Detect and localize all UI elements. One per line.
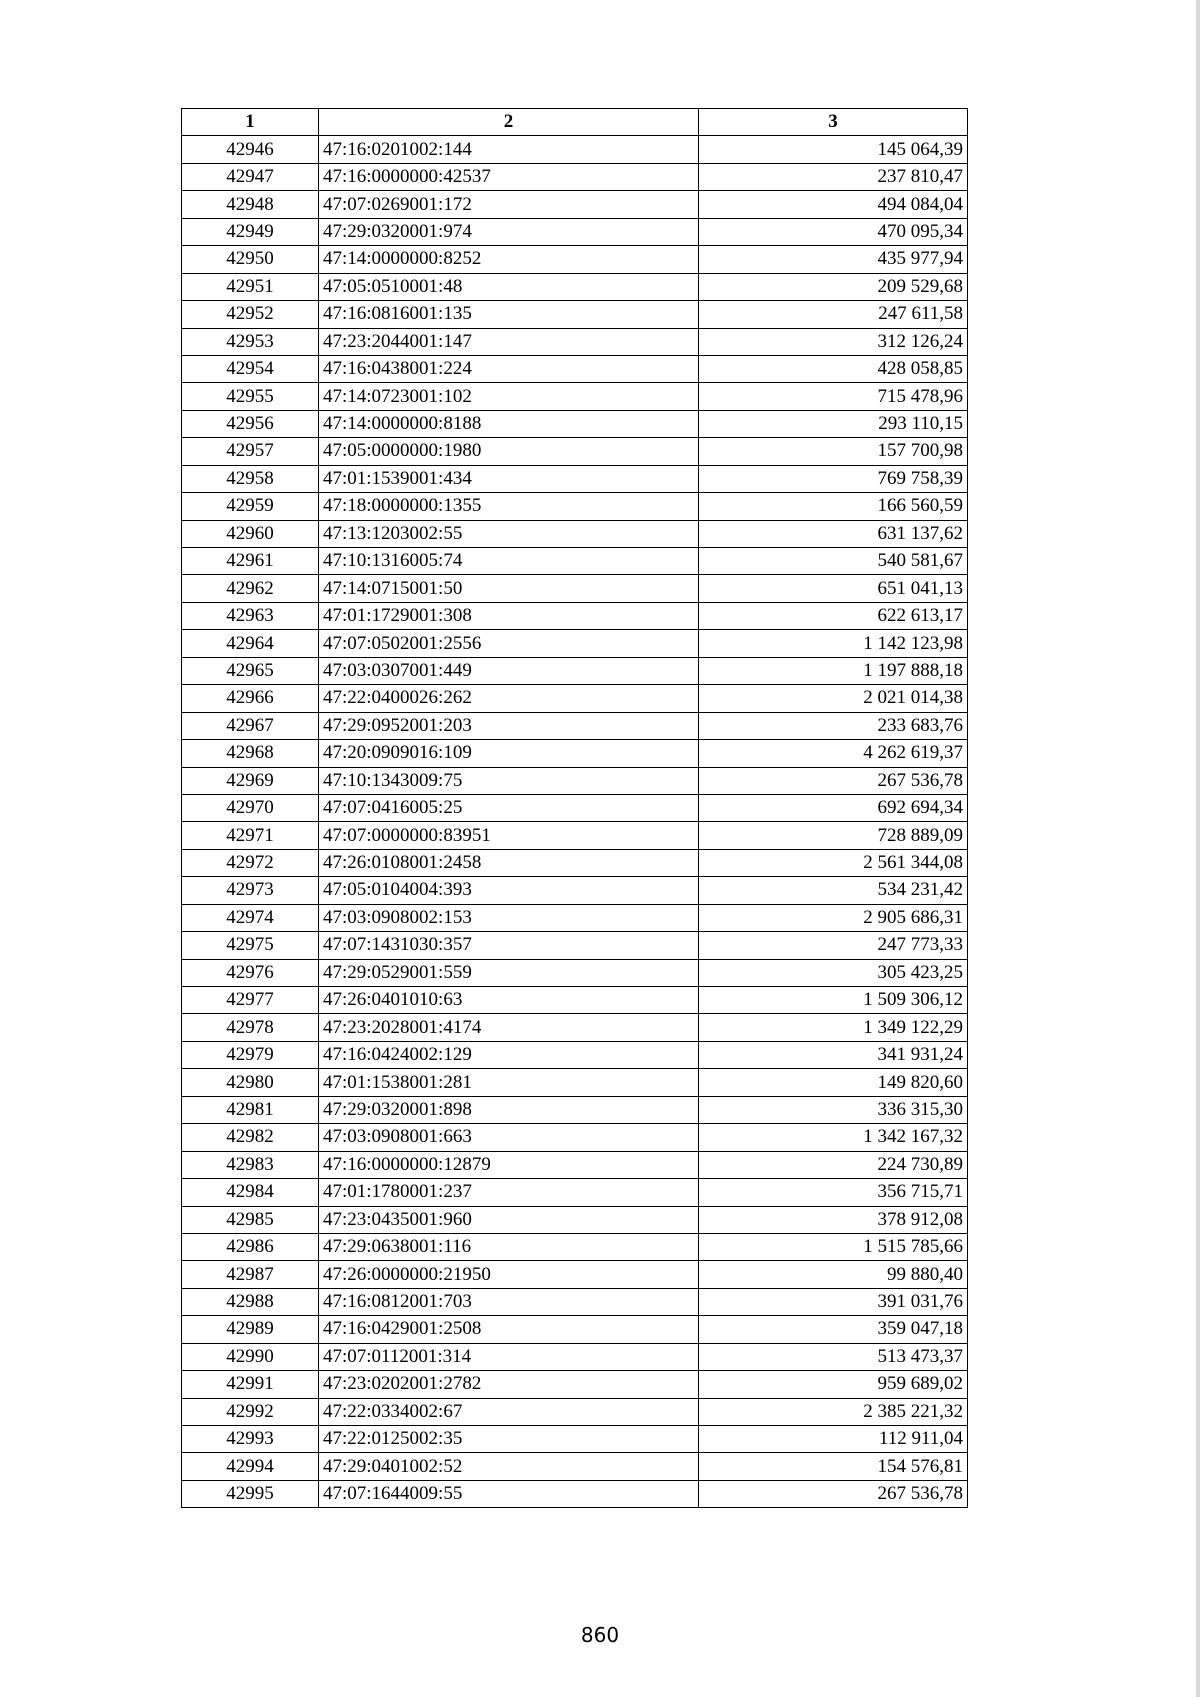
table-row (182, 465, 968, 492)
row-number-cell: 42963 (182, 602, 319, 629)
cadastral-number-cell: 47:07:1644009:55 (319, 1480, 699, 1507)
cadastral-number-cell: 47:23:0202001:2782 (319, 1371, 699, 1398)
row-number-cell: 42983 (182, 1151, 319, 1178)
value-cell: 356 715,71 (699, 1179, 968, 1206)
cadastral-number-cell: 47:03:0307001:449 (319, 657, 699, 684)
row-number-cell: 42992 (182, 1398, 319, 1425)
column-header-2: 2 (319, 109, 699, 136)
cadastral-number-cell: 47:29:0529001:559 (319, 959, 699, 986)
table-row (182, 1316, 968, 1343)
value-cell: 435 977,94 (699, 246, 968, 273)
table-row (182, 191, 968, 218)
row-number-cell: 42959 (182, 493, 319, 520)
cadastral-number-cell: 47:01:1538001:281 (319, 1069, 699, 1096)
row-number-cell: 42952 (182, 301, 319, 328)
cadastral-value-table (181, 108, 968, 1508)
table-row (182, 520, 968, 547)
cadastral-number-cell: 47:01:1539001:434 (319, 465, 699, 492)
table-row (182, 1371, 968, 1398)
row-number-cell: 42954 (182, 355, 319, 382)
cadastral-number-cell: 47:01:1780001:237 (319, 1179, 699, 1206)
table-row (182, 1096, 968, 1123)
cadastral-number-cell: 47:14:0000000:8188 (319, 410, 699, 437)
value-cell: 1 515 785,66 (699, 1233, 968, 1260)
table-row (182, 630, 968, 657)
table-row (182, 548, 968, 575)
table-row (182, 163, 968, 190)
value-cell: 1 142 123,98 (699, 630, 968, 657)
value-cell: 2 021 014,38 (699, 685, 968, 712)
table-row (182, 1426, 968, 1453)
row-number-cell: 42973 (182, 877, 319, 904)
value-cell: 728 889,09 (699, 822, 968, 849)
table-body (182, 136, 968, 1508)
value-cell: 534 231,42 (699, 877, 968, 904)
value-cell: 494 084,04 (699, 191, 968, 218)
row-number-cell: 42984 (182, 1179, 319, 1206)
cadastral-number-cell: 47:18:0000000:1355 (319, 493, 699, 520)
cadastral-number-cell: 47:10:1316005:74 (319, 548, 699, 575)
cadastral-number-cell: 47:05:0000000:1980 (319, 438, 699, 465)
value-cell: 4 262 619,37 (699, 740, 968, 767)
table-row (182, 301, 968, 328)
table-row (182, 1206, 968, 1233)
row-number-cell: 42988 (182, 1288, 319, 1315)
row-number-cell: 42981 (182, 1096, 319, 1123)
value-cell: 692 694,34 (699, 794, 968, 821)
cadastral-number-cell: 47:26:0000000:21950 (319, 1261, 699, 1288)
value-cell: 154 576,81 (699, 1453, 968, 1480)
cadastral-number-cell: 47:07:0000000:83951 (319, 822, 699, 849)
value-cell: 336 315,30 (699, 1096, 968, 1123)
cadastral-number-cell: 47:22:0400026:262 (319, 685, 699, 712)
row-number-cell: 42951 (182, 273, 319, 300)
cadastral-number-cell: 47:20:0909016:109 (319, 740, 699, 767)
table-row (182, 218, 968, 245)
row-number-cell: 42990 (182, 1343, 319, 1370)
value-cell: 112 911,04 (699, 1426, 968, 1453)
table-row (182, 767, 968, 794)
cadastral-number-cell: 47:07:0502001:2556 (319, 630, 699, 657)
table-row (182, 932, 968, 959)
row-number-cell: 42960 (182, 520, 319, 547)
value-cell: 715 478,96 (699, 383, 968, 410)
row-number-cell: 42956 (182, 410, 319, 437)
row-number-cell: 42970 (182, 794, 319, 821)
value-cell: 359 047,18 (699, 1316, 968, 1343)
value-cell: 1 342 167,32 (699, 1124, 968, 1151)
table-row (182, 1288, 968, 1315)
value-cell: 513 473,37 (699, 1343, 968, 1370)
row-number-cell: 42976 (182, 959, 319, 986)
cadastral-number-cell: 47:07:0112001:314 (319, 1343, 699, 1370)
table-row (182, 904, 968, 931)
row-number-cell: 42966 (182, 685, 319, 712)
row-number-cell: 42980 (182, 1069, 319, 1096)
value-cell: 247 773,33 (699, 932, 968, 959)
table-row (182, 1041, 968, 1068)
table-row (182, 712, 968, 739)
cadastral-number-cell: 47:26:0108001:2458 (319, 849, 699, 876)
value-cell: 391 031,76 (699, 1288, 968, 1315)
value-cell: 293 110,15 (699, 410, 968, 437)
cadastral-number-cell: 47:16:0812001:703 (319, 1288, 699, 1315)
row-number-cell: 42995 (182, 1480, 319, 1507)
table-row (182, 685, 968, 712)
row-number-cell: 42946 (182, 136, 319, 163)
table-row (182, 822, 968, 849)
value-cell: 341 931,24 (699, 1041, 968, 1068)
value-cell: 2 561 344,08 (699, 849, 968, 876)
table-row (182, 1151, 968, 1178)
value-cell: 305 423,25 (699, 959, 968, 986)
column-header-1: 1 (182, 109, 319, 136)
value-cell: 149 820,60 (699, 1069, 968, 1096)
table-row (182, 273, 968, 300)
value-cell: 237 810,47 (699, 163, 968, 190)
row-number-cell: 42985 (182, 1206, 319, 1233)
cadastral-number-cell: 47:16:0000000:12879 (319, 1151, 699, 1178)
table-row (182, 1014, 968, 1041)
value-cell: 1 349 122,29 (699, 1014, 968, 1041)
cadastral-number-cell: 47:26:0401010:63 (319, 987, 699, 1014)
row-number-cell: 42969 (182, 767, 319, 794)
table-row (182, 1124, 968, 1151)
cadastral-number-cell: 47:23:0435001:960 (319, 1206, 699, 1233)
table-row (182, 1233, 968, 1260)
table-row (182, 1069, 968, 1096)
table-row (182, 1261, 968, 1288)
value-cell: 166 560,59 (699, 493, 968, 520)
cadastral-number-cell: 47:10:1343009:75 (319, 767, 699, 794)
cadastral-number-cell: 47:07:0416005:25 (319, 794, 699, 821)
cadastral-number-cell: 47:14:0723001:102 (319, 383, 699, 410)
row-number-cell: 42947 (182, 163, 319, 190)
row-number-cell: 42991 (182, 1371, 319, 1398)
cadastral-number-cell: 47:03:0908001:663 (319, 1124, 699, 1151)
value-cell: 267 536,78 (699, 1480, 968, 1507)
cadastral-number-cell: 47:01:1729001:308 (319, 602, 699, 629)
table-row (182, 410, 968, 437)
row-number-cell: 42950 (182, 246, 319, 273)
table-row (182, 575, 968, 602)
value-cell: 233 683,76 (699, 712, 968, 739)
row-number-cell: 42982 (182, 1124, 319, 1151)
row-number-cell: 42989 (182, 1316, 319, 1343)
cadastral-number-cell: 47:14:0000000:8252 (319, 246, 699, 273)
row-number-cell: 42972 (182, 849, 319, 876)
value-cell: 631 137,62 (699, 520, 968, 547)
cadastral-number-cell: 47:07:0269001:172 (319, 191, 699, 218)
table-row (182, 877, 968, 904)
cadastral-number-cell: 47:29:0401002:52 (319, 1453, 699, 1480)
cadastral-number-cell: 47:29:0320001:898 (319, 1096, 699, 1123)
cadastral-number-cell: 47:16:0438001:224 (319, 355, 699, 382)
value-cell: 145 064,39 (699, 136, 968, 163)
table-row (182, 740, 968, 767)
value-cell: 99 880,40 (699, 1261, 968, 1288)
cadastral-number-cell: 47:23:2028001:4174 (319, 1014, 699, 1041)
row-number-cell: 42962 (182, 575, 319, 602)
row-number-cell: 42971 (182, 822, 319, 849)
cadastral-number-cell: 47:29:0320001:974 (319, 218, 699, 245)
table-row (182, 657, 968, 684)
column-header-3: 3 (699, 109, 968, 136)
cadastral-number-cell: 47:14:0715001:50 (319, 575, 699, 602)
row-number-cell: 42968 (182, 740, 319, 767)
cadastral-number-cell: 47:22:0125002:35 (319, 1426, 699, 1453)
table-row (182, 1453, 968, 1480)
cadastral-number-cell: 47:07:1431030:357 (319, 932, 699, 959)
value-cell: 209 529,68 (699, 273, 968, 300)
cadastral-number-cell: 47:29:0638001:116 (319, 1233, 699, 1260)
cadastral-number-cell: 47:16:0424002:129 (319, 1041, 699, 1068)
table-row (182, 1343, 968, 1370)
value-cell: 651 041,13 (699, 575, 968, 602)
value-cell: 2 905 686,31 (699, 904, 968, 931)
value-cell: 1 509 306,12 (699, 987, 968, 1014)
value-cell: 959 689,02 (699, 1371, 968, 1398)
row-number-cell: 42955 (182, 383, 319, 410)
table-row (182, 493, 968, 520)
table-row (182, 355, 968, 382)
row-number-cell: 42993 (182, 1426, 319, 1453)
row-number-cell: 42977 (182, 987, 319, 1014)
row-number-cell: 42986 (182, 1233, 319, 1260)
value-cell: 470 095,34 (699, 218, 968, 245)
value-cell: 2 385 221,32 (699, 1398, 968, 1425)
value-cell: 378 912,08 (699, 1206, 968, 1233)
row-number-cell: 42958 (182, 465, 319, 492)
row-number-cell: 42987 (182, 1261, 319, 1288)
cadastral-number-cell: 47:16:0000000:42537 (319, 163, 699, 190)
cadastral-number-cell: 47:23:2044001:147 (319, 328, 699, 355)
cadastral-number-cell: 47:16:0201002:144 (319, 136, 699, 163)
table-row (182, 136, 968, 163)
table-row (182, 849, 968, 876)
cadastral-number-cell: 47:05:0510001:48 (319, 273, 699, 300)
value-cell: 540 581,67 (699, 548, 968, 575)
table-row (182, 1179, 968, 1206)
row-number-cell: 42953 (182, 328, 319, 355)
row-number-cell: 42961 (182, 548, 319, 575)
cadastral-number-cell: 47:22:0334002:67 (319, 1398, 699, 1425)
value-cell: 622 613,17 (699, 602, 968, 629)
row-number-cell: 42994 (182, 1453, 319, 1480)
cadastral-number-cell: 47:03:0908002:153 (319, 904, 699, 931)
cadastral-number-cell: 47:16:0429001:2508 (319, 1316, 699, 1343)
row-number-cell: 42978 (182, 1014, 319, 1041)
row-number-cell: 42957 (182, 438, 319, 465)
cadastral-number-cell: 47:29:0952001:203 (319, 712, 699, 739)
table-row (182, 987, 968, 1014)
row-number-cell: 42965 (182, 657, 319, 684)
table-header-row (182, 109, 968, 136)
value-cell: 312 126,24 (699, 328, 968, 355)
table-row (182, 959, 968, 986)
table-row (182, 328, 968, 355)
table-row (182, 246, 968, 273)
cadastral-number-cell: 47:16:0816001:135 (319, 301, 699, 328)
row-number-cell: 42975 (182, 932, 319, 959)
table-row (182, 1398, 968, 1425)
page-number: 860 (580, 1623, 620, 1647)
cadastral-number-cell: 47:05:0104004:393 (319, 877, 699, 904)
table-row (182, 794, 968, 821)
row-number-cell: 42964 (182, 630, 319, 657)
table-row (182, 602, 968, 629)
row-number-cell: 42979 (182, 1041, 319, 1068)
table-row (182, 1480, 968, 1507)
cadastral-number-cell: 47:13:1203002:55 (319, 520, 699, 547)
table-row (182, 438, 968, 465)
row-number-cell: 42967 (182, 712, 319, 739)
row-number-cell: 42948 (182, 191, 319, 218)
row-number-cell: 42974 (182, 904, 319, 931)
value-cell: 769 758,39 (699, 465, 968, 492)
table-row (182, 383, 968, 410)
value-cell: 1 197 888,18 (699, 657, 968, 684)
value-cell: 157 700,98 (699, 438, 968, 465)
value-cell: 224 730,89 (699, 1151, 968, 1178)
page-edge (1196, 0, 1200, 1697)
value-cell: 247 611,58 (699, 301, 968, 328)
value-cell: 428 058,85 (699, 355, 968, 382)
value-cell: 267 536,78 (699, 767, 968, 794)
row-number-cell: 42949 (182, 218, 319, 245)
